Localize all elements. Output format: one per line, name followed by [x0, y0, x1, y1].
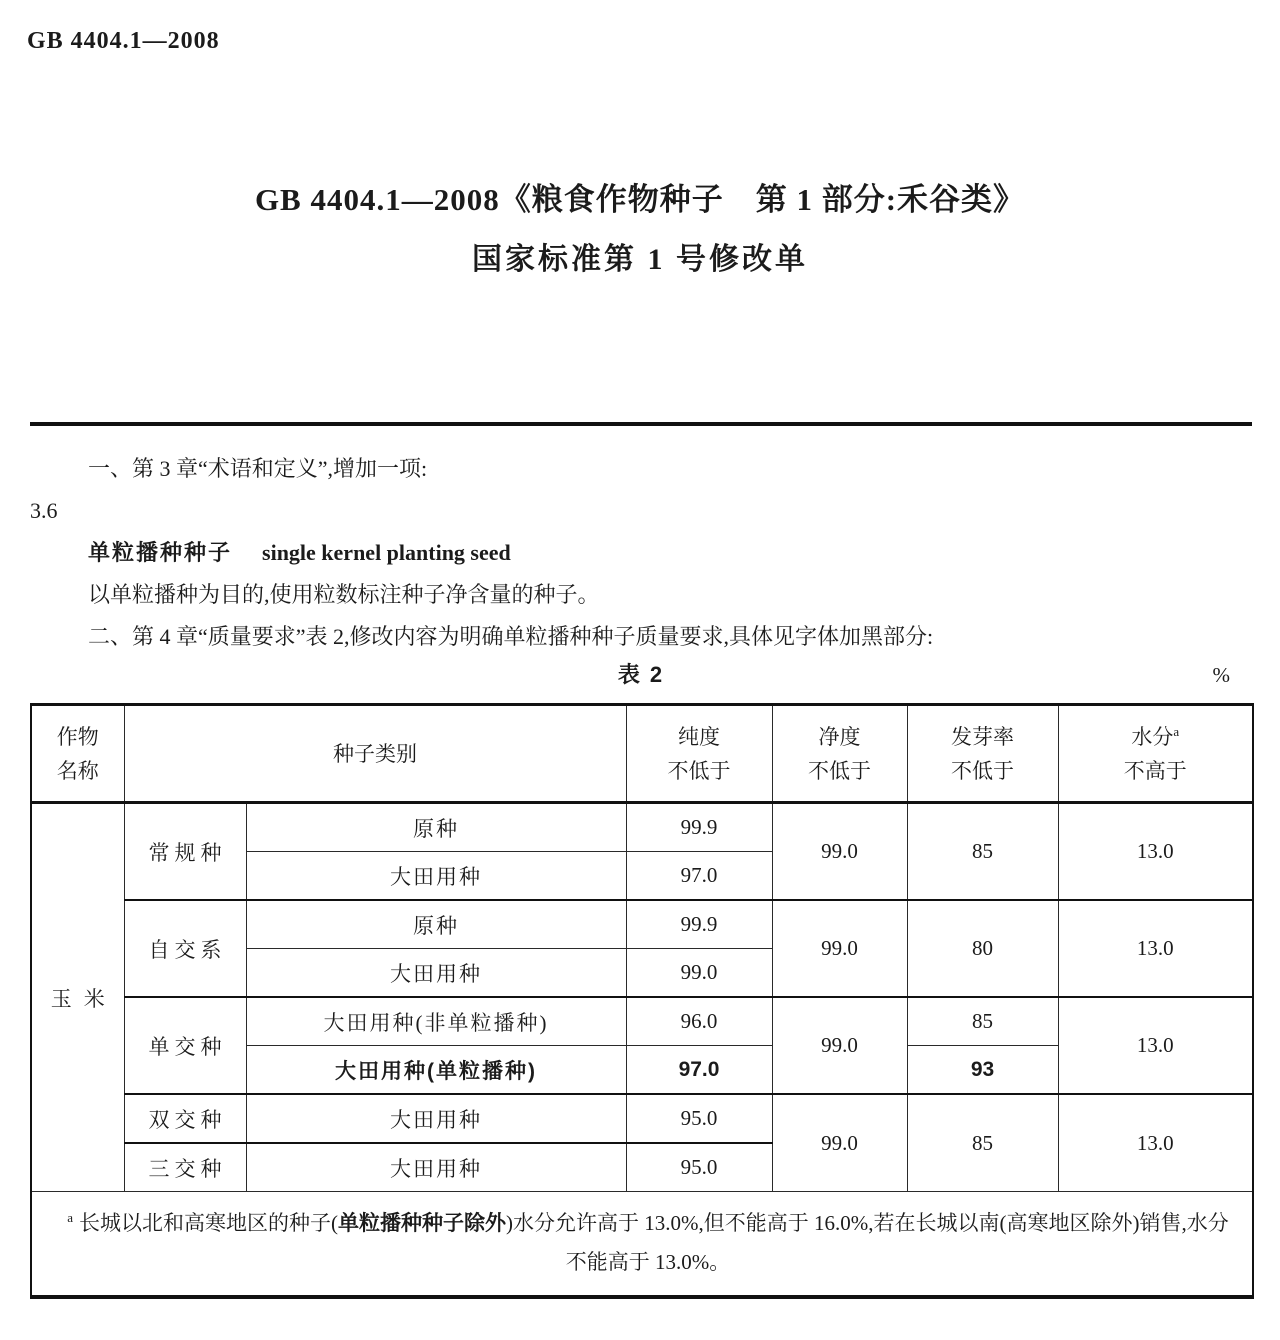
cell-cleanliness: 99.0: [772, 803, 907, 901]
header-moisture: 水分$^a$ 不高于: [1058, 705, 1253, 803]
cell-purity: 95.0: [626, 1143, 772, 1192]
table-caption-row: [30, 655, 1252, 695]
footnote-text: [32, 1192, 1252, 1295]
cell-moisture: 13.0: [1058, 1094, 1253, 1192]
cell-germination: 80: [907, 900, 1058, 997]
cell-seed-class: 大田用种: [246, 1143, 626, 1192]
term-line: [30, 532, 1252, 574]
table-row: [31, 803, 1253, 852]
header-purity: 纯度 不低于: [626, 705, 772, 803]
cell-germination-modified: 93: [907, 1046, 1058, 1095]
cell-moisture: 13.0: [1058, 803, 1253, 901]
cell-crop-maize: 玉米: [31, 803, 124, 1192]
header-row: [31, 705, 1253, 803]
cell-moisture: 13.0: [1058, 997, 1253, 1094]
cell-seed-class: 大田用种: [246, 852, 626, 901]
doc-title-line1: GB 4404.1—2008《粮食作物种子 第 1 部分:禾谷类》: [254, 182, 1026, 217]
amendment-item-1: 一、第 3 章“术语和定义”,增加一项:: [88, 456, 428, 481]
quality-requirements-table: [30, 703, 1254, 1299]
cell-seed-class: 原种: [246, 803, 626, 852]
cell-cleanliness: 99.0: [772, 1094, 907, 1192]
cell-seed-class: 大田用种: [246, 1094, 626, 1143]
cell-moisture: 13.0: [1058, 900, 1253, 997]
cell-type: 三交种: [124, 1143, 246, 1192]
header-crop-name: 作物 名称: [31, 705, 124, 803]
cell-cleanliness: 99.0: [772, 900, 907, 997]
cell-seed-class-modified: 大田用种(单粒播种): [246, 1046, 626, 1095]
header-cleanliness: 净度 不低于: [772, 705, 907, 803]
clause-number: 3.6: [30, 498, 58, 523]
footnote-marker: a: [67, 1210, 74, 1225]
cell-type: 双交种: [124, 1094, 246, 1143]
cell-purity: 99.9: [626, 900, 772, 949]
cell-seed-class: 大田用种: [246, 949, 626, 998]
cell-purity-modified: 97.0: [626, 1046, 772, 1095]
table-unit-percent: %: [1212, 663, 1230, 687]
cell-purity: 96.0: [626, 997, 772, 1046]
footnote-row: [31, 1192, 1253, 1298]
cell-germination: 85: [907, 1094, 1058, 1192]
cell-purity: 95.0: [626, 1094, 772, 1143]
table-caption: 表 2: [617, 662, 665, 687]
doc-title: [0, 178, 1280, 280]
cell-purity: 99.9: [626, 803, 772, 852]
cell-cleanliness: 99.0: [772, 997, 907, 1094]
footnote-marker-sup: a: [1173, 723, 1180, 739]
amendment-text: [30, 448, 1252, 658]
table-row: [31, 997, 1253, 1046]
cell-germination: 85: [907, 997, 1058, 1046]
horizontal-rule: [30, 422, 1252, 426]
term-chinese: 单粒播种种子: [88, 540, 233, 565]
footnote-text-bold: 单粒播种种子除外: [338, 1212, 507, 1235]
table-footnote: [31, 1192, 1253, 1298]
cell-type: 自交系: [124, 900, 246, 997]
cell-type: 单交种: [124, 997, 246, 1094]
header-seed-class: 种子类别: [124, 705, 626, 803]
term-definition: 以单粒播种为目的,使用粒数标注种子净含量的种子。: [88, 582, 600, 607]
cell-seed-class: 大田用种(非单粒播种): [246, 997, 626, 1046]
term-english: single kernel planting seed: [262, 540, 511, 565]
table-row: [31, 1094, 1253, 1143]
table-row: [31, 900, 1253, 949]
cell-type: 常规种: [124, 803, 246, 901]
cell-purity: 97.0: [626, 852, 772, 901]
doc-code: GB 4404.1—2008: [27, 28, 220, 54]
footnote-text-pre: 长城以北和高寒地区的种子(: [79, 1211, 339, 1235]
amendment-item-2: 二、第 4 章“质量要求”表 2,修改内容为明确单粒播种种子质量要求,具体见字体加黑部分:: [88, 624, 934, 649]
doc-title-line2: 国家标准第 1 号修改单: [472, 243, 808, 276]
cell-purity: 99.0: [626, 949, 772, 998]
footnote-text-post: )水分允许高于 13.0%,但不能高于 16.0%,若在长城以南(高寒地区除外)销售,水分不能高于 13.0%。: [506, 1211, 1229, 1274]
cell-seed-class: 原种: [246, 900, 626, 949]
cell-germination: 85: [907, 803, 1058, 901]
header-germination: 发芽率 不低于: [907, 705, 1058, 803]
